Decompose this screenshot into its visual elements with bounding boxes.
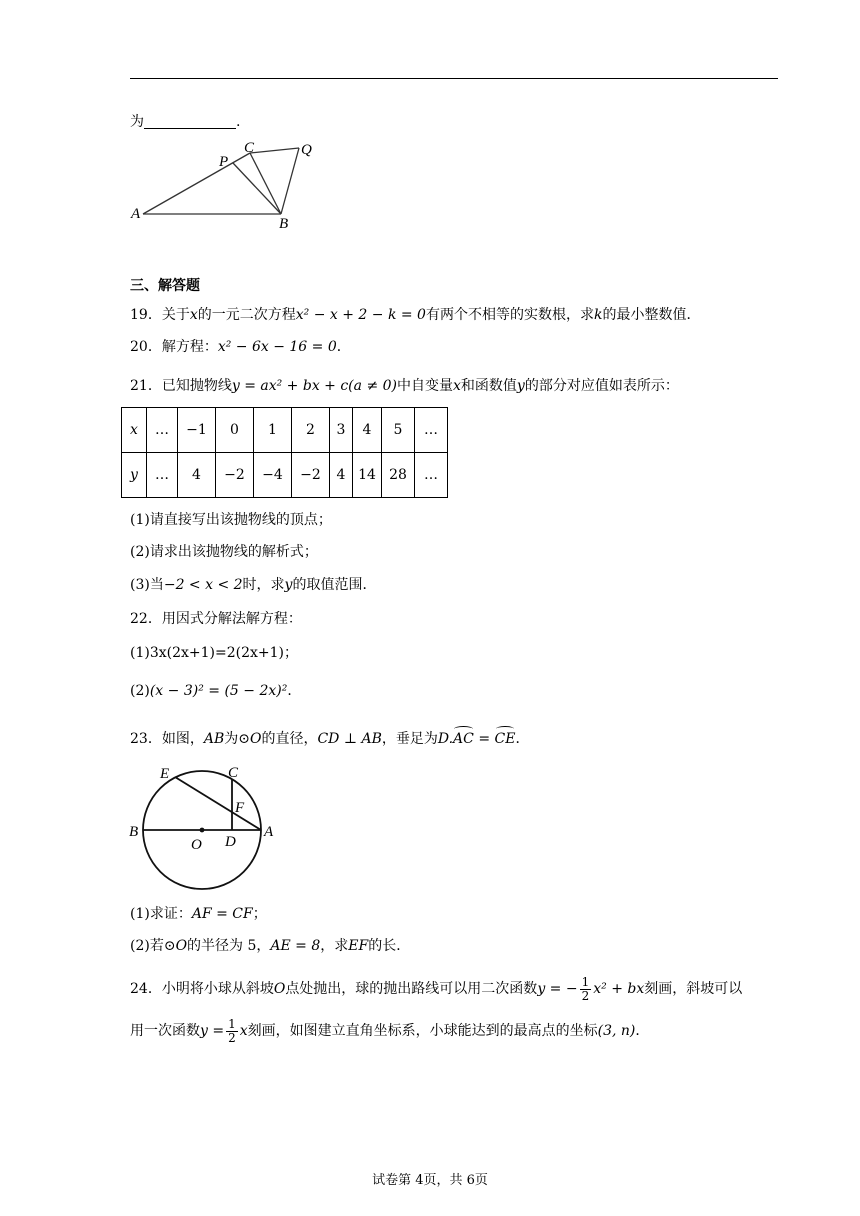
table-cell: −2 [216,453,254,498]
label-P: P [219,154,229,170]
table-cell: 4 [353,408,382,453]
table-cell: 28 [382,453,415,498]
table-cell: 3 [330,408,353,453]
question-23: 23．如图，AB为⊙O的直径，CD ⊥ AB，垂足为D.AC = CE． [130,731,530,747]
q21-part2: (2)请求出该抛物线的解析式； [130,544,318,560]
section-heading: 三、解答题 [130,278,200,294]
triangle-figure [125,138,335,233]
label-D: D [225,834,236,850]
circle-figure [125,758,285,893]
header-rule [130,78,778,79]
fraction: $\frac{1}{2}$ [581,974,590,1003]
label-A: A [264,824,274,840]
table-cell: 1 [254,408,292,453]
page-footer: 试卷第 4页，共 6页 [372,1173,488,1188]
table-cell: … [415,453,448,498]
q18-answer-line: 为 . [130,114,241,130]
question-24-line1: 24．小明将小球从斜坡O点处抛出，球的抛出路线可以用二次函数y = − $\frac{1}{2}$ x² + bx刻画，斜坡可以 [130,974,743,1003]
table-cell: x [122,408,147,453]
table-cell: 5 [382,408,415,453]
table-cell: 0 [216,408,254,453]
table-row-x [122,408,448,453]
label-E: E [160,766,170,782]
table-cell: … [415,408,448,453]
question-22: 22．用因式分解法解方程： [130,611,302,627]
question-24-line2: 用一次函数y = $\frac{1}{2}$ x刻画，如图建立直角坐标系，小球能达到的最高点的坐标(3, n)． [130,1016,650,1045]
table-cell: … [147,453,178,498]
label-O: O [191,837,202,853]
label-C: C [244,140,255,156]
label-B: B [279,216,289,232]
label-Q: Q [301,142,312,158]
table-cell: −1 [178,408,216,453]
table-cell: … [147,408,178,453]
label-A: A [131,206,141,222]
table-row-y [122,453,448,498]
q22-part2: (2)(x − 3)² = (5 − 2x)²． [130,683,302,699]
question-20: 20．解方程：x² − 6x − 16 = 0． [130,339,351,355]
q21-part1: (1)请直接写出该抛物线的顶点； [130,512,332,528]
answer-blank [144,114,236,129]
q21-part3: (3)当−2 < x < 2时，求y的取值范围． [130,577,377,593]
value-table [121,407,448,498]
question-21: 21．已知抛物线y = ax² + bx + c(a ≠ 0)中自变量x和函数值y的部分对应值如表所示： [130,378,679,394]
table-cell: 14 [353,453,382,498]
question-19: 19．关于x的一元二次方程x² − x + 2 − k = 0有两个不相等的实数根，求k的最小整数值． [130,307,701,323]
table-cell: −2 [292,453,330,498]
table-cell: 4 [178,453,216,498]
q23-part2: (2)若⊙O的半径为 5，AE = 8，求EF的长． [130,938,411,954]
table-cell: 4 [330,453,353,498]
q22-part1: (1)3x(2x+1)=2(2x+1)； [130,645,298,661]
label-F: F [235,800,245,816]
fraction: $\frac{1}{2}$ [228,1016,236,1045]
table-cell: −4 [254,453,292,498]
q23-part1: (1)求证：AF = CF； [130,906,267,922]
label-B: B [129,824,139,840]
label-C: C [228,765,239,781]
table-cell: y [122,453,147,498]
table-cell: 2 [292,408,330,453]
